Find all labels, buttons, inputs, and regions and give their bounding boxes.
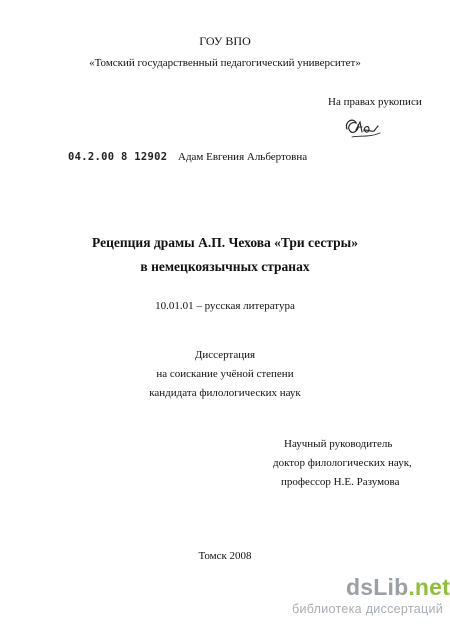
dslib-logo-tld: .net (408, 574, 450, 600)
dslib-logo-main: dsLib (346, 574, 409, 600)
university-name: «Томский государственный педагогический университет» (89, 57, 361, 69)
dissertation-title-line-2: в немецкоязычных странах (140, 259, 310, 274)
supervisor-label: Научный руководитель (284, 438, 393, 450)
organization-type: ГОУ ВПО (199, 34, 251, 48)
dslib-logo (346, 574, 450, 601)
library-stamp-number: 04.2.00 8 12902 (68, 151, 168, 163)
dslib-caption: библиотека диссертаций (292, 602, 444, 616)
dissertation-title-line-1: Рецепция драмы А.П. Чехова «Три сестры» (92, 235, 358, 250)
supervisor-degree: доктор филологических наук, (273, 457, 412, 469)
supervisor-name: профессор Н.Е. Разумова (281, 476, 400, 488)
manuscript-rights-note: На правах рукописи (328, 96, 422, 108)
city-and-year: Томск 2008 (198, 550, 252, 562)
author-name: Адам Евгения Альбертовна (178, 151, 308, 163)
document-type: Диссертация (194, 349, 256, 361)
degree-line-1: на соискание учёной степени (156, 368, 294, 380)
degree-line-2: кандидата филологических наук (149, 387, 301, 399)
specialty-code: 10.01.01 – русская литература (155, 300, 295, 312)
author-signature (338, 112, 384, 142)
